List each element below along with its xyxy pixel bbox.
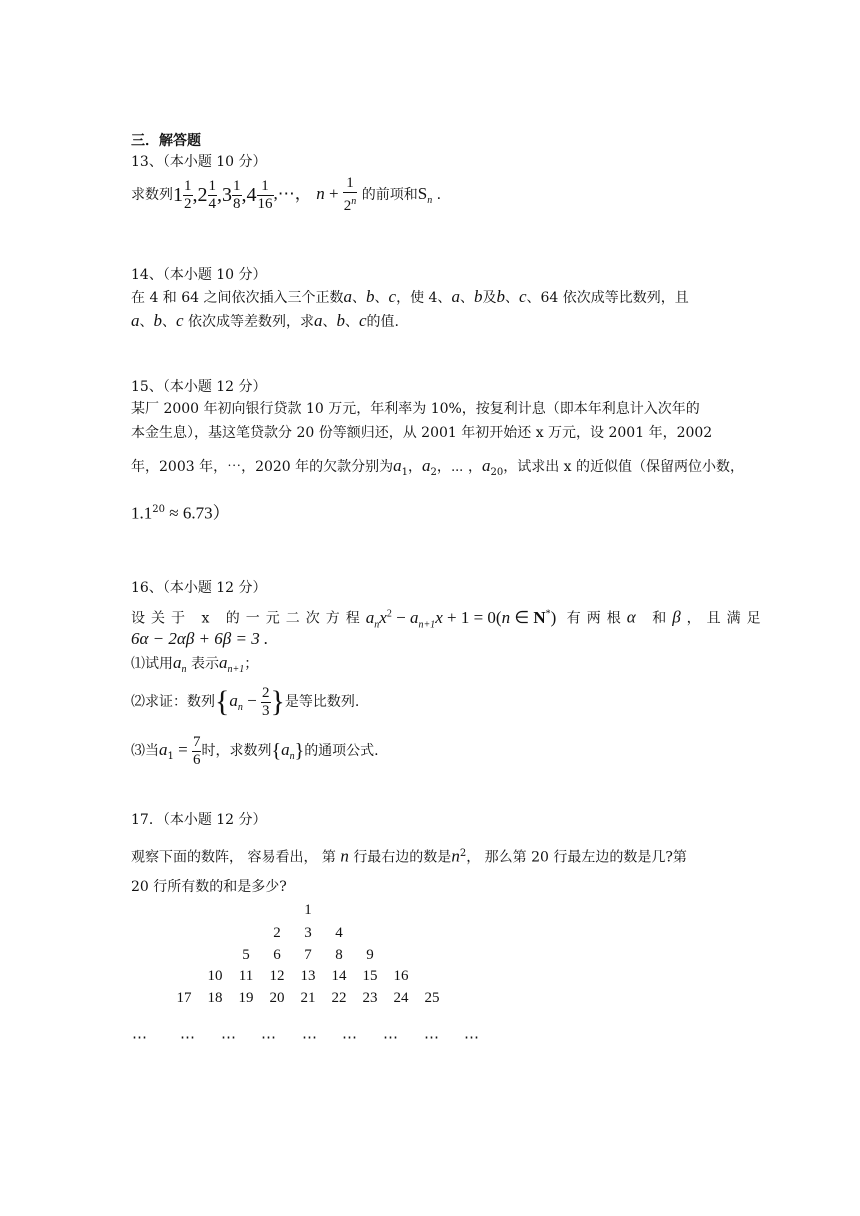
triangle-number: 14 [331,968,347,984]
triangle-number: 1 [304,902,312,918]
q14-line1: 在 4 和 64 之间依次插入三个正数a、b、c，使 4、a、b及b、c、64 依次成等比数列，且 [131,287,689,306]
triangle-number: 8 [335,947,343,963]
ellipsis: ⋯ [342,1030,357,1046]
ellipsis: ⋯ [132,1030,147,1046]
triangle-number: 9 [366,947,374,963]
q13-heading: 13、（本小题 10 分） [131,154,267,170]
ellipsis: ⋯ [464,1030,479,1046]
triangle-number: 22 [331,990,347,1006]
ellipsis: ⋯ [383,1030,398,1046]
triangle-number: 4 [335,925,343,941]
triangle-number: 11 [238,968,254,984]
ellipsis: ⋯ [424,1030,439,1046]
q14-line2: a、b、c 依次成等差数列，求a、b、c的值. [131,311,399,330]
triangle-number: 19 [238,990,254,1006]
q16-part1: ⑴试用$a_n$ 表示$a_{n+1}$； [131,653,259,675]
triangle-number: 18 [207,990,223,1006]
q16-heading: 16、（本小题 12 分） [131,580,267,596]
ellipsis: ⋯ [261,1030,276,1046]
triangle-number: 2 [273,925,281,941]
triangle-number: 3 [304,925,312,941]
section-title: 三．解答题 [131,133,201,149]
triangle-number: 15 [362,968,378,984]
q15-line1: 某厂 2000 年初向银行贷款 10 万元，年利率为 10%，按复利计息（即本年利息计入次年的 [131,401,700,417]
q16-line1: 设关于 x 的一元二次方程$a_nx^2 - a_{n+1}x + 1 = 0(n$ ∈ N*) 有两根α 和β，且满足 [131,607,767,631]
triangle-number: 21 [300,990,316,1006]
triangle-number: 20 [269,990,285,1006]
triangle-number: 24 [393,990,409,1006]
ellipsis: ⋯ [221,1030,236,1046]
q13-body: 求数列1 $\frac{1}{2}$ ,2 $\frac{1}{4}$ ,3 $\frac{1}{8}$ ,4 $\frac{1}{16}$ ,⋯， n + $\frac{1}{2^n}$ 的前项和$S_n$ . [131,175,442,214]
triangle-number: 5 [242,947,250,963]
q15-line4: $1.1^{20} \approx 6.73$） [131,503,230,523]
q17-heading: 17．（本小题 12 分） [131,812,267,828]
triangle-number: 12 [269,968,285,984]
q14-heading: 14、（本小题 10 分） [131,267,267,283]
ellipsis: ⋯ [180,1030,195,1046]
q17-line1: 观察下面的数阵， 容易看出， 第 n 行最右边的数是$n^2$， 那么第 20 行最左边的数是几?第 [131,846,687,866]
triangle-number: 6 [273,947,281,963]
q15-line2: 本金生息），基这笔贷款分 20 份等额归还，从 2001 年初开始还 x 万元，设 2001 年，2002 [131,425,713,441]
q16-part2: ⑵求证：数列{$a_n$ − $\frac{2}{3}$ }是等比数列. [131,684,360,719]
q17-line2: 20 行所有数的和是多少? [131,879,287,895]
ellipsis: ⋯ [302,1030,317,1046]
q16-line2: 6α − 2αβ + 6β = 3 . [131,629,269,648]
q15-heading: 15、（本小题 12 分） [131,379,267,395]
triangle-number: 16 [393,968,409,984]
triangle-number: 17 [176,990,192,1006]
triangle-number: 25 [424,990,440,1006]
q15-line3: 年，2003 年，⋯，2020 年的欠款分别为$a_1$，$a_2$，⋯ ，$a_{20}$，试求出 x 的近似值（保留两位小数， [131,456,745,478]
triangle-number: 10 [207,968,223,984]
triangle-number: 7 [304,947,312,963]
triangle-number: 13 [300,968,316,984]
q16-part3: ⑶当$a_1$ = $\frac{7}{6}$ 时，求数列$\{a_n\}$的通项公式. [131,733,379,768]
triangle-number: 23 [362,990,378,1006]
